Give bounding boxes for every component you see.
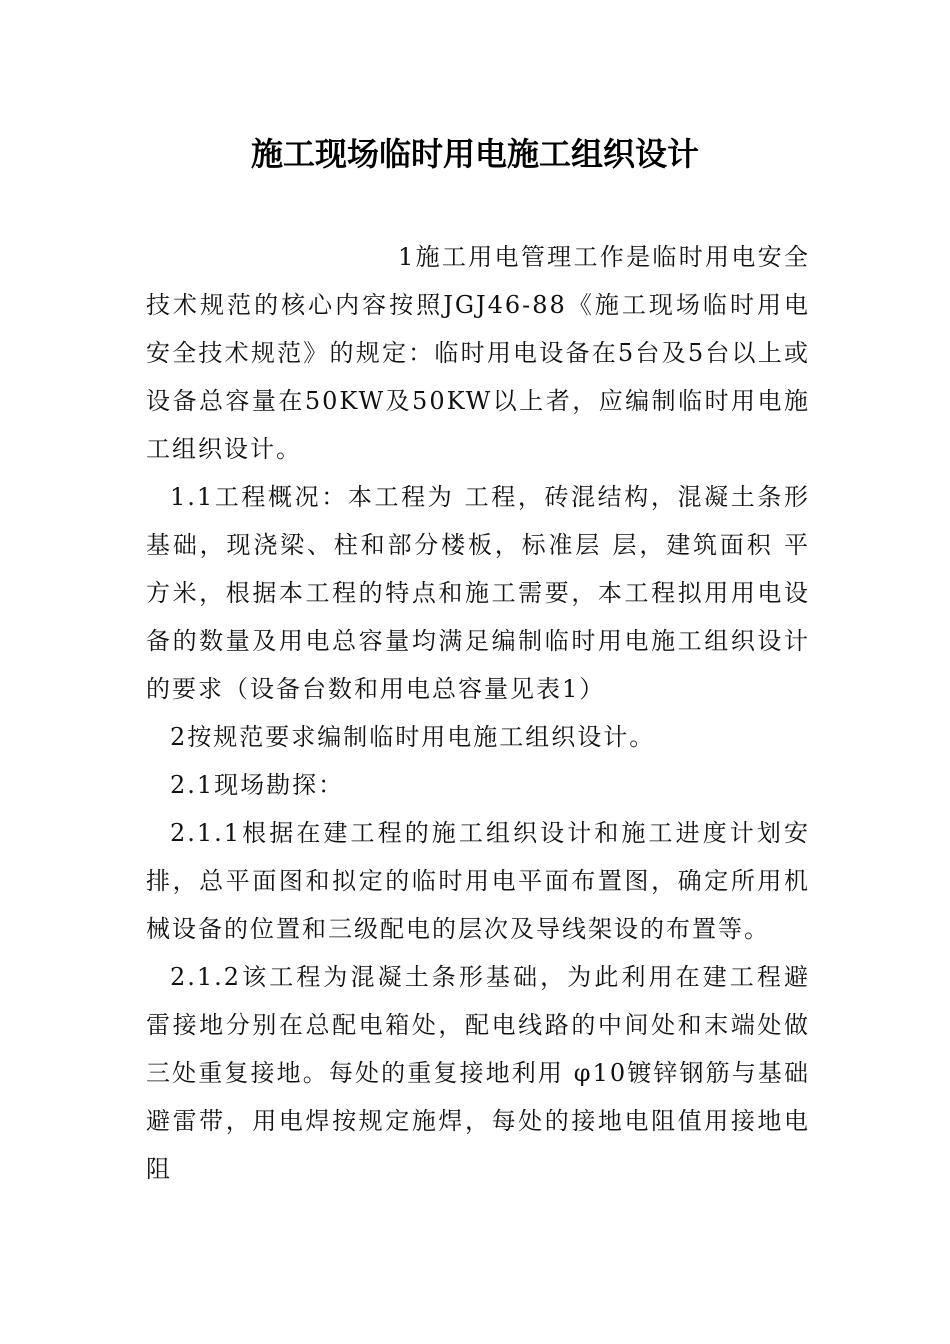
paragraph-project-overview: 1.1工程概况：本工程为 工程，砖混结构，混凝土条形基础，现浇梁、柱和部分楼板，标准层 层，建筑面积 平方米，根据本工程的特点和施工需要，本工程拟用用电设备的数量及用电总容量均满足编制临时用电施工组织设计的要求（设备台数和用电总容量见表1） [146, 483, 810, 703]
paragraph-site-survey-heading: 2.1现场勘探： [170, 771, 345, 799]
document-title: 施工现场临时用电施工组织设计 [250, 135, 699, 173]
paragraph-section-2: 2按规范要求编制临时用电施工组织设计。 [170, 723, 656, 751]
document-body [146, 233, 810, 1193]
paragraph-2-1-2: 2.1.2该工程为混凝土条形基础，为此利用在建工程避雷接地分别在总配电箱处，配电线路的中间处和末端处做三处重复接地。每处的重复接地利用 φ10镀锌钢筋与基础避雷带，用电焊按规定施焊，每处的接地电阻值用接地电阻 [146, 963, 810, 1183]
paragraph-intro: 1施工用电管理工作是临时用电安全技术规范的核心内容按照JGJ46-88《施工现场临时用电安全技术规范》的规定：临时用电设备在5台及5台以上或设备总容量在50KW及50KW以上者，应编制临时用电施工组织设计。 [146, 243, 810, 463]
paragraph-2-1-1: 2.1.1根据在建工程的施工组织设计和施工进度计划安排，总平面图和拟定的临时用电平面布置图，确定所用机械设备的位置和三级配电的层次及导线架设的布置等。 [146, 819, 810, 943]
